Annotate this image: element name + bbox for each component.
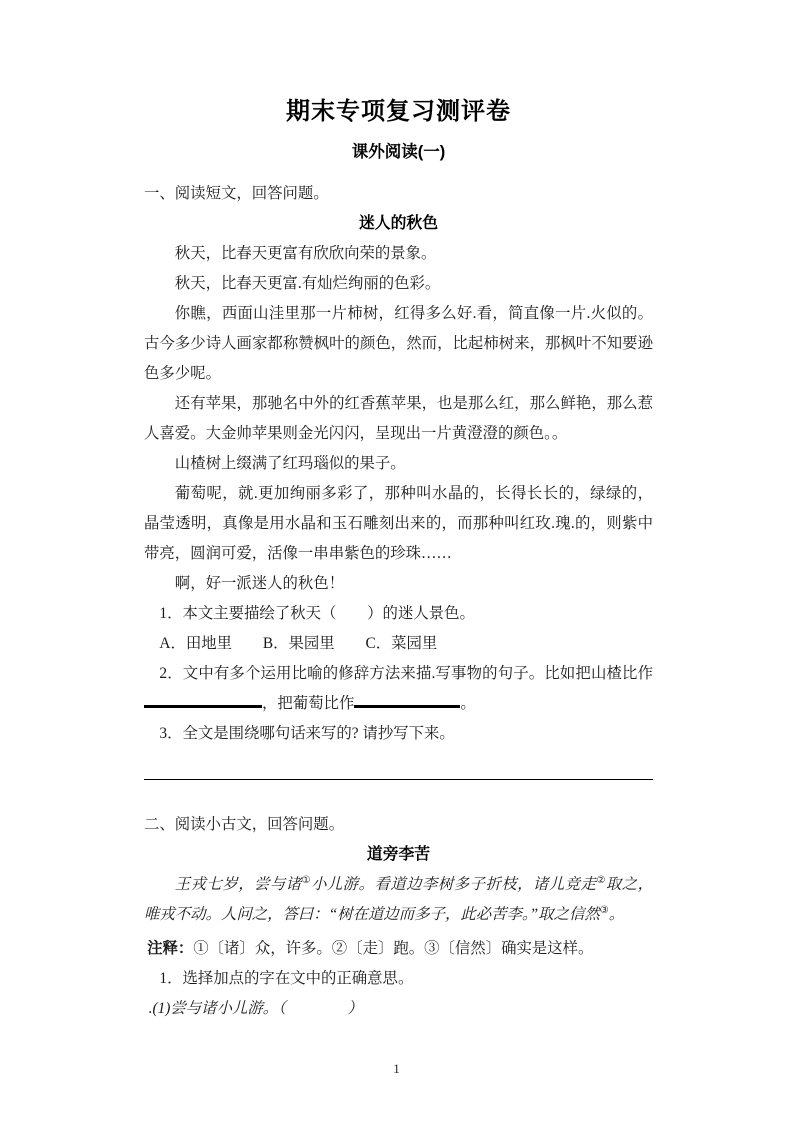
answer-blank-2: [354, 694, 460, 708]
section-divider: [144, 779, 653, 780]
classical-passage-text: 小儿游。看道边李树多子折枝，诸儿竞走: [311, 876, 597, 893]
question-2-text: 2．文中有多个运用比喻的修辞方法来描.写事物的句子。比如把山楂比作: [159, 665, 653, 682]
question-2: [144, 659, 653, 719]
footnote-marker-2: ②: [596, 874, 606, 886]
classical-passage-text: 取之，唯戎不动。人问之，答曰：“树在道边而多子，此必苦李。”取之信然: [144, 876, 653, 923]
passage1-paragraph: 啊，好一派迷人的秋色！: [174, 575, 345, 592]
passage2-title: 道旁李苦: [366, 846, 431, 863]
question-2-text: ，把葡萄比作: [262, 695, 355, 712]
section2-question-1-sub: .(1)尝与诸小儿游。（ ）: [148, 1000, 363, 1017]
passage1-paragraph: 秋天，比春天更富.有灿烂绚丽的色彩。: [174, 275, 441, 292]
classical-passage: [144, 870, 653, 930]
doc-subtitle: 课外阅读(一): [351, 143, 446, 161]
passage1-title: 迷人的秋色: [359, 215, 438, 232]
classical-passage-text: 。: [608, 906, 625, 923]
footnote-marker-1: ①: [301, 874, 312, 886]
question-1-options: A．田地里 B．果园里 C．菜园里: [159, 635, 438, 652]
answer-blank-1: [144, 694, 262, 708]
notes-text: ①〔诸〕众，许多。②〔走〕跑。③〔信然〕确实是这样。: [193, 940, 594, 957]
page-number: 1: [393, 1061, 400, 1076]
section2-heading: 二、阅读小古文，回答问题。: [144, 816, 345, 833]
notes-line: [144, 934, 653, 964]
question-3: 3．全文是围绕哪句话来写的? 请抄写下来。: [159, 725, 455, 742]
section2-question-1: 1．选择加点的字在文中的正确意思。: [159, 970, 414, 987]
passage1-paragraph: 秋天，比春天更富有欣欣向荣的景象。: [174, 245, 437, 262]
passage1-paragraph: 山楂树上缀满了红玛瑙似的果子。: [174, 455, 406, 472]
doc-title: 期末专项复习测评卷: [286, 98, 511, 125]
classical-passage-text: 王戎七岁，尝与诸: [174, 876, 302, 893]
question-1: 1．本文主要描绘了秋天（ ）的迷人景色。: [159, 605, 475, 622]
passage1-paragraph: 葡萄呢，就.更加绚丽多彩了，那种叫水晶的，长得长长的，绿绿的，晶莹透明，真像是用水晶和玉石雕刻出来的，而那种叫红玫.瑰.的，则紫中带亮，圆润可爱，活像一串串紫色的珍珠……: [144, 485, 653, 562]
question-2-text: 。: [460, 695, 476, 712]
passage1-paragraph: 你瞧，西面山洼里那一片柿树，红得多么好.看，简直像一片.火似的。古今多少诗人画家都称赞枫叶的颜色，然而，比起柿树来，那枫叶不知要逊色多少呢。: [144, 305, 653, 382]
notes-label: 注释：: [147, 940, 194, 957]
section1-heading: 一、阅读短文，回答问题。: [144, 185, 329, 202]
footnote-marker-3: ③: [599, 904, 609, 916]
passage1-paragraph: 还有苹果，那驰名中外的红香蕉苹果，也是那么红，那么鲜艳，那么惹人喜爱。大金帅苹果则金光闪闪，呈现出一片黄澄澄的颜色。。: [144, 395, 653, 442]
